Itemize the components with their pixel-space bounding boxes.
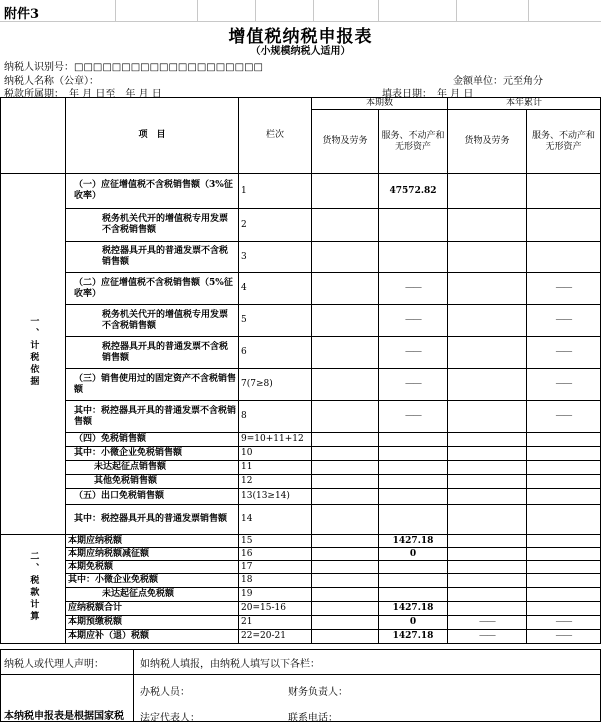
value-cell[interactable] — [312, 174, 379, 209]
table-row — [1, 242, 601, 273]
value-cell[interactable]: 1427.18 — [379, 630, 448, 644]
table-row — [1, 401, 601, 433]
value-cell[interactable] — [312, 602, 379, 616]
value-cell[interactable] — [527, 174, 601, 209]
value-cell[interactable] — [312, 273, 379, 305]
row-item-label: 应纳税额合计 — [66, 602, 239, 616]
value-cell[interactable] — [312, 369, 379, 401]
table-row — [1, 630, 601, 644]
header-year-cumulative: 本年累计 — [448, 98, 601, 110]
row-item-label: 其他免税销售额 — [66, 475, 239, 489]
header-services-cumulative: 服务、不动产和无形资产 — [527, 110, 601, 174]
row-item-label: 其中：税控器具开具的普通发票不含税销售额 — [66, 401, 239, 433]
row-line-no: 12 — [239, 475, 312, 489]
row-item-label: （三）销售使用过的固定资产不含税销售额 — [66, 369, 239, 401]
row-item-label: 未达起征点免税额 — [66, 588, 239, 602]
value-cell[interactable] — [448, 561, 527, 574]
na-cell[interactable]: —— — [379, 305, 448, 337]
row-line-no: 9=10+11+12 — [239, 433, 312, 447]
fill-date-label: 填表日期： 年 月 日 — [382, 89, 474, 100]
na-cell[interactable]: —— — [527, 616, 601, 630]
value-cell[interactable] — [379, 489, 448, 505]
row-item-label: 其中：税控器具开具的普通发票销售额 — [66, 505, 239, 535]
value-cell[interactable] — [312, 616, 379, 630]
value-cell[interactable] — [379, 242, 448, 273]
table-row — [1, 574, 601, 588]
na-cell[interactable]: —— — [527, 273, 601, 305]
row-line-no: 7(7≥8) — [239, 369, 312, 401]
row-item-label: 税务机关代开的增值税专用发票不含税销售额 — [66, 305, 239, 337]
row-item-label: 其中：小微企业免税额 — [66, 574, 239, 588]
row-line-no: 2 — [239, 209, 312, 242]
row-item-label: 未达起征点销售额 — [66, 461, 239, 475]
value-cell[interactable] — [312, 548, 379, 561]
row-line-no: 6 — [239, 337, 312, 369]
taxpayer-id-label: 纳税人识别号：□□□□□□□□□□□□□□□□□□□□ — [4, 62, 263, 73]
value-cell[interactable] — [312, 489, 379, 505]
value-cell[interactable] — [312, 242, 379, 273]
value-cell[interactable]: 1427.18 — [379, 535, 448, 548]
value-cell[interactable] — [448, 574, 527, 588]
taxpayer-name-label: 纳税人名称（公章）： — [4, 76, 99, 87]
value-cell[interactable] — [448, 174, 527, 209]
value-cell[interactable] — [527, 242, 601, 273]
header-goods-cumulative: 货物及劳务 — [448, 110, 527, 174]
value-cell[interactable] — [312, 561, 379, 574]
row-line-no: 8 — [239, 401, 312, 433]
value-cell[interactable] — [527, 489, 601, 505]
section-basis-label: 一、计税依据 — [1, 174, 66, 535]
na-cell[interactable]: —— — [448, 616, 527, 630]
table-row — [1, 174, 601, 209]
value-cell[interactable] — [448, 489, 527, 505]
row-line-no: 4 — [239, 273, 312, 305]
value-cell[interactable] — [379, 447, 448, 461]
table-row — [1, 273, 601, 305]
row-line-no: 20=15-16 — [239, 602, 312, 616]
value-cell[interactable] — [527, 461, 601, 475]
header-item: 项 目 — [66, 98, 239, 174]
na-cell[interactable]: —— — [448, 630, 527, 644]
value-cell[interactable] — [448, 242, 527, 273]
row-line-no: 18 — [239, 574, 312, 588]
declaration-text: 本纳税申报表是根据国家税 — [4, 711, 124, 722]
na-cell[interactable]: —— — [527, 630, 601, 644]
tax-return-table — [0, 97, 601, 644]
table-row — [1, 209, 601, 242]
value-cell[interactable] — [312, 475, 379, 489]
na-cell[interactable]: —— — [379, 401, 448, 433]
table-row — [1, 433, 601, 447]
row-line-no: 10 — [239, 447, 312, 461]
row-item-label: 其中：小微企业免税销售额 — [66, 447, 239, 461]
row-item-label: 税控器具开具的普通发票不含税销售额 — [66, 337, 239, 369]
value-cell[interactable] — [448, 305, 527, 337]
na-cell[interactable]: —— — [379, 369, 448, 401]
amount-unit-label: 金额单位：元至角分 — [453, 76, 543, 87]
self-fill-note: 如纳税人填报，由纳税人填写以下各栏： — [140, 659, 320, 670]
value-cell[interactable] — [312, 505, 379, 535]
value-cell[interactable] — [312, 209, 379, 242]
value-cell[interactable] — [448, 273, 527, 305]
value-cell[interactable] — [448, 433, 527, 447]
value-cell[interactable] — [448, 337, 527, 369]
row-line-no: 14 — [239, 505, 312, 535]
table-row — [1, 505, 601, 535]
value-cell[interactable] — [312, 461, 379, 475]
na-cell[interactable]: —— — [527, 401, 601, 433]
table-row — [1, 588, 601, 602]
row-line-no: 22=20-21 — [239, 630, 312, 644]
value-cell[interactable] — [312, 574, 379, 588]
row-line-no: 21 — [239, 616, 312, 630]
spreadsheet-top-row — [0, 0, 601, 22]
value-cell[interactable] — [527, 574, 601, 588]
value-cell[interactable] — [312, 337, 379, 369]
value-cell[interactable] — [448, 447, 527, 461]
na-cell[interactable]: —— — [527, 337, 601, 369]
table-row — [1, 561, 601, 574]
phone-label: 联系电话： — [288, 713, 338, 722]
table-row — [1, 305, 601, 337]
row-line-no: 16 — [239, 548, 312, 561]
table-row — [1, 461, 601, 475]
attachment-label: 附件3 — [4, 7, 40, 22]
form-title: 增值税纳税申报表 — [228, 27, 373, 47]
value-cell[interactable] — [312, 447, 379, 461]
value-cell[interactable] — [379, 433, 448, 447]
value-cell[interactable] — [448, 209, 527, 242]
row-item-label: （一）应征增值税不含税销售额（3%征收率） — [66, 174, 239, 209]
table-row — [1, 447, 601, 461]
value-cell[interactable] — [527, 561, 601, 574]
row-item-label: 税控器具开具的普通发票不含税销售额 — [66, 242, 239, 273]
table-row — [1, 602, 601, 616]
na-cell[interactable]: —— — [527, 305, 601, 337]
value-cell[interactable] — [379, 475, 448, 489]
value-cell[interactable] — [312, 588, 379, 602]
value-cell[interactable] — [527, 475, 601, 489]
value-cell[interactable] — [527, 505, 601, 535]
value-cell[interactable] — [527, 447, 601, 461]
tax-handler-label: 办税人员： — [140, 687, 190, 698]
value-cell[interactable] — [379, 209, 448, 242]
value-cell[interactable] — [448, 505, 527, 535]
row-item-label: 本期应补（退）税额 — [66, 630, 239, 644]
value-cell[interactable] — [448, 369, 527, 401]
declaration-label: 纳税人或代理人声明： — [4, 659, 104, 670]
value-cell[interactable]: 1427.18 — [379, 602, 448, 616]
form-subtitle: （小规模纳税人适用） — [250, 46, 351, 57]
value-cell[interactable]: 0 — [379, 548, 448, 561]
table-row — [1, 548, 601, 561]
value-cell[interactable]: 47572.82 — [379, 174, 448, 209]
row-item-label: 本期应纳税额减征额 — [66, 548, 239, 561]
table-row — [1, 616, 601, 630]
value-cell[interactable] — [379, 574, 448, 588]
value-cell[interactable] — [448, 548, 527, 561]
finance-head-label: 财务负责人： — [288, 687, 348, 698]
value-cell[interactable] — [312, 535, 379, 548]
value-cell[interactable] — [312, 401, 379, 433]
value-cell[interactable] — [312, 433, 379, 447]
legal-rep-label: 法定代表人： — [140, 713, 200, 722]
na-cell[interactable]: —— — [527, 369, 601, 401]
value-cell[interactable]: 0 — [379, 616, 448, 630]
value-cell[interactable] — [448, 475, 527, 489]
value-cell[interactable] — [527, 535, 601, 548]
row-item-label: 本期预缴税额 — [66, 616, 239, 630]
header-line-no: 栏次 — [239, 98, 312, 174]
section-calc-label: 二、税款计算 — [1, 535, 66, 644]
row-line-no: 13(13≥14) — [239, 489, 312, 505]
row-line-no: 3 — [239, 242, 312, 273]
value-cell[interactable] — [312, 305, 379, 337]
value-cell[interactable] — [312, 630, 379, 644]
table-row — [1, 535, 601, 548]
row-item-label: （二）应征增值税不含税销售额（5%征收率） — [66, 273, 239, 305]
value-cell[interactable] — [379, 505, 448, 535]
header-current-period: 本期数 — [312, 98, 448, 110]
value-cell[interactable] — [448, 602, 527, 616]
table-row — [1, 337, 601, 369]
row-item-label: 税务机关代开的增值税专用发票不含税销售额 — [66, 209, 239, 242]
row-line-no: 17 — [239, 561, 312, 574]
value-cell[interactable] — [448, 588, 527, 602]
row-line-no: 15 — [239, 535, 312, 548]
row-item-label: 本期应纳税额 — [66, 535, 239, 548]
row-line-no: 11 — [239, 461, 312, 475]
row-item-label: 本期免税额 — [66, 561, 239, 574]
value-cell[interactable] — [527, 433, 601, 447]
value-cell[interactable] — [527, 548, 601, 561]
value-cell[interactable] — [527, 588, 601, 602]
header-services-current: 服务、不动产和无形资产 — [379, 110, 448, 174]
header-goods-current: 货物及劳务 — [312, 110, 379, 174]
na-cell[interactable]: —— — [379, 337, 448, 369]
na-cell[interactable]: —— — [379, 273, 448, 305]
table-row — [1, 489, 601, 505]
row-line-no: 5 — [239, 305, 312, 337]
row-item-label: （四）免税销售额 — [66, 433, 239, 447]
table-row — [1, 369, 601, 401]
value-cell[interactable] — [448, 461, 527, 475]
value-cell[interactable] — [379, 588, 448, 602]
tax-period-label: 税款所属期： 年 月 日至 年 月 日 — [4, 89, 162, 100]
value-cell[interactable] — [379, 461, 448, 475]
row-item-label: （五）出口免税销售额 — [66, 489, 239, 505]
value-cell[interactable] — [379, 561, 448, 574]
value-cell[interactable] — [448, 401, 527, 433]
value-cell[interactable] — [448, 535, 527, 548]
value-cell[interactable] — [527, 209, 601, 242]
row-line-no: 1 — [239, 174, 312, 209]
table-row — [1, 475, 601, 489]
row-line-no: 19 — [239, 588, 312, 602]
value-cell[interactable] — [527, 602, 601, 616]
